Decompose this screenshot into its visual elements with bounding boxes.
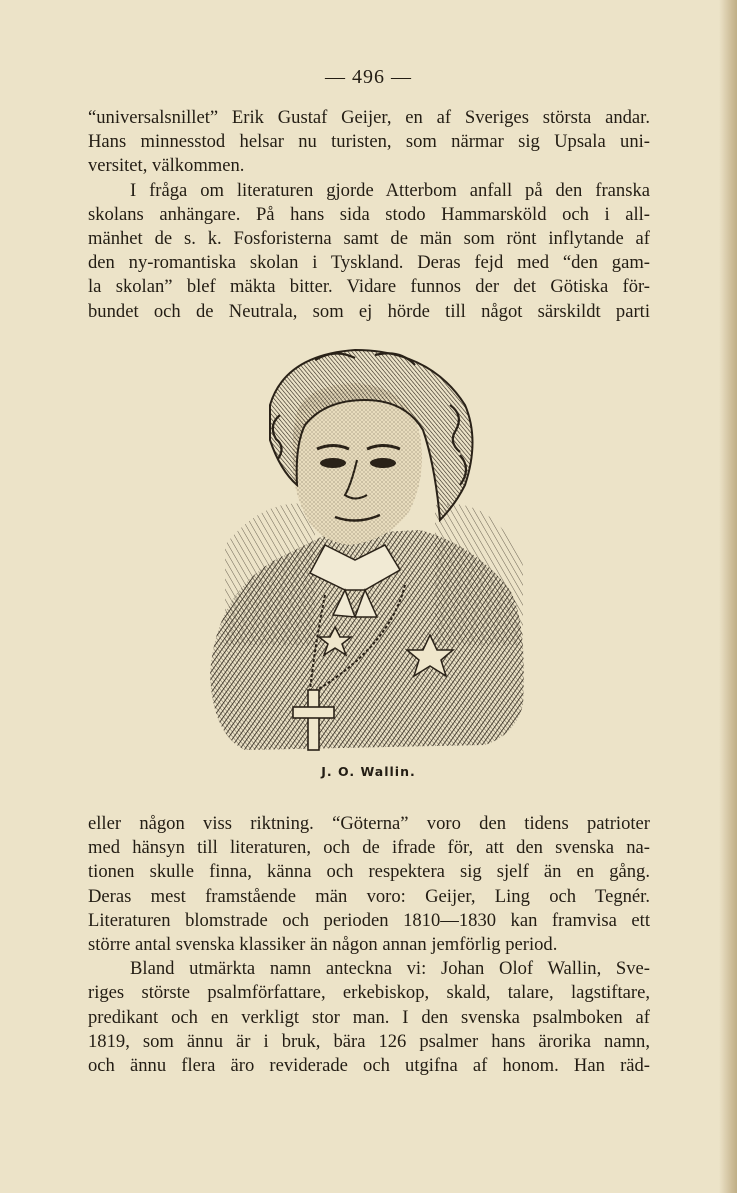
- text-line: tionen skulle finna, känna och respektera sig sjelf än en gång.: [88, 861, 650, 883]
- text-line: “universalsnillet” Erik Gustaf Geijer, en af Sveriges största andar.: [88, 107, 650, 128]
- text-line: bundet och de Neutrala, som ej hörde till något särskildt parti: [88, 300, 650, 322]
- text-line: 1819, som ännu är i bruk, bära 126 psalmer hans ärorika namn,: [88, 1030, 650, 1052]
- text-line: den ny-romantiska skolan i Tyskland. Deras fejd med “den gam-: [88, 252, 650, 274]
- text-line: skolans anhängare. På hans sida stodo Hammarsköld och i all-: [88, 203, 650, 225]
- text-line: eller någon viss riktning. “Göterna” voro den tidens patrioter: [88, 813, 650, 834]
- text-line: predikant och en verkligt stor man. I den svenska psalmboken af: [88, 1006, 650, 1028]
- text-line: versitet, välkommen.: [88, 155, 245, 177]
- text-line: Literaturen blomstrade och perioden 1810—1830 kan framvisa ett: [88, 909, 650, 931]
- portrait-caption: J. O. Wallin.: [321, 764, 416, 779]
- text-line: Hans minnesstod helsar nu turisten, som närmar sig Upsala uni-: [88, 131, 650, 153]
- text-line: med hänsyn till literaturen, och de ifrade för, att den svenska na-: [88, 837, 650, 859]
- text-line: Deras mest framstående män voro: Geijer, Ling och Tegnér.: [88, 885, 650, 907]
- text-line: mänhet de s. k. Fosforisterna samt de män som rönt inflytande af: [88, 228, 650, 250]
- portrait-engraving: [205, 345, 535, 760]
- paragraph-block-bottom: [88, 812, 650, 1078]
- text-line: riges störste psalmförfattare, erkebiskop, skald, talare, lagstiftare,: [88, 982, 650, 1004]
- page-edge-shadow: [719, 0, 737, 1193]
- text-line: Bland utmärkta namn anteckna vi: Johan Olof Wallin, Sve-: [130, 958, 650, 980]
- paragraph-block-top: [88, 106, 650, 324]
- text-line: och ännu flera äro reviderade och utgifna af honom. Han räd-: [88, 1055, 650, 1077]
- text-line: större antal svenska klassiker än någon annan jemförlig period.: [88, 934, 558, 956]
- text-line: I fråga om literaturen gjorde Atterbom anfall på den franska: [130, 179, 650, 201]
- text-line: la skolan” blef mäkta bitter. Vidare funnos der det Götiska för-: [88, 276, 650, 298]
- page-number: — 496 —: [325, 66, 412, 88]
